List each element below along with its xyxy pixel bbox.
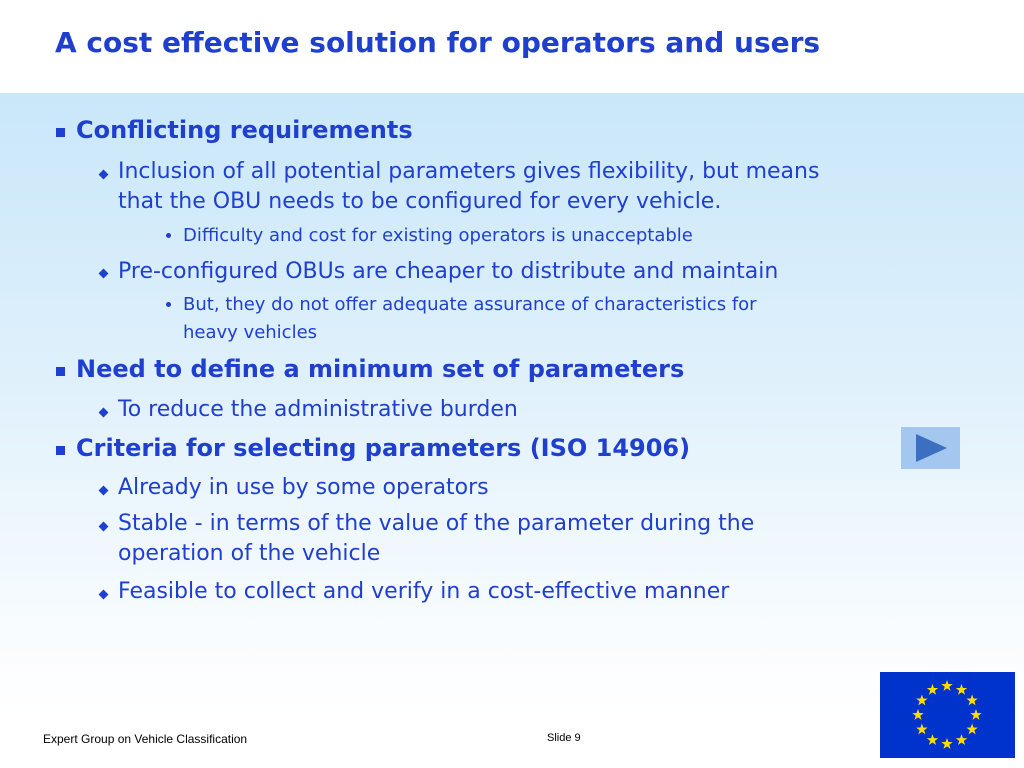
slide-number: Slide 9 xyxy=(547,732,581,744)
sub-bullet-item-continued: heavy vehicles xyxy=(183,322,318,343)
square-bullet-icon xyxy=(56,446,65,455)
flag-star xyxy=(966,695,977,706)
flag-star xyxy=(927,734,938,745)
flag-star xyxy=(970,709,981,720)
slide-title: A cost effective solution for operators and users xyxy=(55,26,821,59)
bullet-item: Inclusion of all potential parameters gives flexibility, but means xyxy=(118,159,820,184)
square-bullet-icon xyxy=(56,367,65,376)
flag-star xyxy=(916,724,927,735)
flag-star xyxy=(912,709,923,720)
sub-bullet-item: Difficulty and cost for existing operators is unacceptable xyxy=(183,225,693,246)
play-triangle-icon xyxy=(901,427,960,469)
bullet-item: Pre-configured OBUs are cheaper to distribute and maintain xyxy=(118,259,779,284)
dot-bullet-icon xyxy=(166,233,171,238)
flag-star xyxy=(941,738,952,749)
bullet-item: Already in use by some operators xyxy=(118,475,489,500)
flag-star xyxy=(956,734,967,745)
flag-star xyxy=(966,724,977,735)
bullet-item-continued: that the OBU needs to be configured for every vehicle. xyxy=(118,189,722,214)
flag-star xyxy=(956,684,967,695)
bullet-heading: Need to define a minimum set of parameters xyxy=(76,355,685,383)
sub-bullet-item: But, they do not offer adequate assurance of characteristics for xyxy=(183,294,757,315)
bullet-heading: Criteria for selecting parameters (ISO 14906) xyxy=(76,434,691,462)
footer-text: Expert Group on Vehicle Classification xyxy=(43,732,248,746)
square-bullet-icon xyxy=(56,128,65,137)
dot-bullet-icon xyxy=(166,302,171,307)
bullet-heading: Conflicting requirements xyxy=(76,116,413,144)
next-slide-button[interactable] xyxy=(901,427,960,469)
bullet-item: Feasible to collect and verify in a cost-effective manner xyxy=(118,579,730,604)
bullet-item-continued: operation of the vehicle xyxy=(118,541,381,566)
bullet-item: Stable - in terms of the value of the parameter during the xyxy=(118,511,755,536)
flag-star xyxy=(927,684,938,695)
flag-star xyxy=(941,680,952,691)
flag-star xyxy=(916,695,927,706)
bullet-item: To reduce the administrative burden xyxy=(118,397,518,422)
eu-flag-icon xyxy=(880,672,1015,758)
